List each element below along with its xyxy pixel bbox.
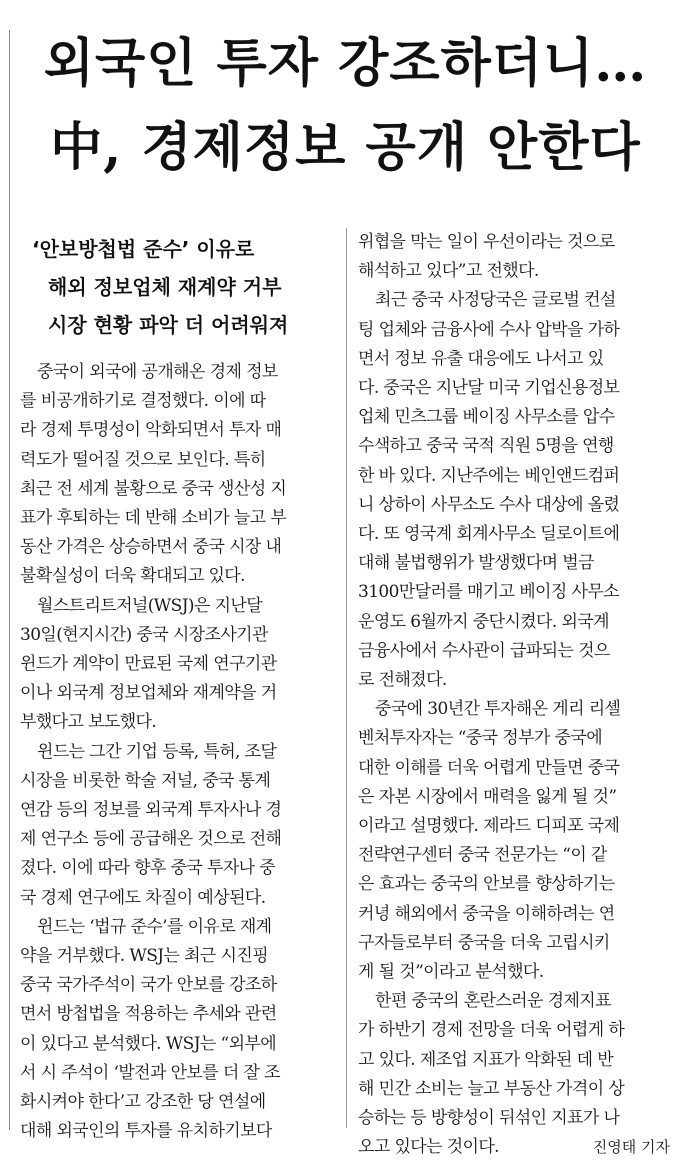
- article-line: 부했다고 보도했다.: [20, 712, 157, 733]
- article-line: 약을 거부했다. WSJ는 최근 시진핑: [20, 946, 269, 967]
- article-line: 최근 전 세계 불황으로 중국 생산성 지: [20, 478, 287, 499]
- article-line: 시장을 비롯한 학술 저널, 중국 통계: [20, 770, 271, 791]
- article-line: 업체 민츠그룹 베이징 사무소를 압수: [358, 407, 615, 428]
- article-line: 이라고 설명했다. 제라드 디피포 국제: [358, 816, 620, 837]
- article-line: 은 자본 시장에서 매력을 잃게 될 것”: [358, 786, 617, 807]
- article-line: 가 하반기 경제 전망을 더욱 어렵게 하: [358, 1020, 625, 1041]
- article-line: 동산 가격은 상승하면서 중국 시장 내: [20, 537, 282, 558]
- article-line: 다. 또 영국계 회계사무소 딜로이트에: [358, 524, 620, 545]
- headline-line-1: 외국인 투자 강조하더니…: [43, 33, 648, 94]
- article-line: 금융사에서 수사관이 급파되는 것으: [358, 640, 610, 661]
- headline-line-2: 中, 경제정보 공개 안한다: [50, 117, 641, 178]
- subheadline-line-1: ‘안보방첩법 준수’ 이유로: [32, 237, 255, 261]
- article-line: 력도가 떨어질 것으로 보인다. 특히: [20, 449, 266, 470]
- article-line: 서 시 주석이 ‘발전과 안보를 더 잘 조: [20, 1062, 280, 1083]
- article-line: 로 전해졌다.: [358, 670, 447, 691]
- article-line: 중국에 30년간 투자해온 게리 리셸: [375, 699, 621, 720]
- article-line: 커녕 해외에서 중국을 이해하려는 연: [358, 903, 615, 924]
- subheadline-line-2: 해외 정보업체 재계약 거부: [48, 275, 282, 299]
- column-divider: [346, 228, 347, 1128]
- article-line: 30일(현지시간) 중국 시장조사기관: [20, 624, 268, 645]
- article-line: 불확실성이 더욱 확대되고 있다.: [20, 566, 245, 587]
- article-line: 표가 후퇴하는 데 반해 소비가 늘고 부: [20, 508, 287, 529]
- article-line: 졌다. 이에 따라 향후 중국 투자나 중: [20, 858, 276, 879]
- article-line: 대한 이해를 더욱 어렵게 만들면 중국: [358, 757, 620, 778]
- byline: 진영태 기자: [592, 1138, 670, 1157]
- article-line: 운영도 6월까지 중단시켰다. 외국계: [358, 611, 609, 632]
- left-margin-rule: [9, 30, 10, 1130]
- article-line: 3100만달러를 매기고 베이징 사무소: [358, 582, 619, 603]
- article-column-left: [20, 358, 340, 1146]
- article-line: 게 될 것”이라고 분석했다.: [358, 962, 544, 983]
- article-line: 제 연구소 등에 공급해온 것으로 전해: [20, 829, 282, 850]
- article-line: 최근 중국 사정당국은 글로벌 컨설: [375, 290, 616, 311]
- article-line: 수색하고 중국 국적 직원 5명을 연행: [358, 436, 614, 457]
- article-line: 중국이 외국에 공개해온 경제 정보: [37, 362, 278, 382]
- article-line: 한 바 있다. 지난주에는 베인앤드컴퍼: [358, 465, 620, 486]
- closing-line-text: 오고 있다는 것이다.: [358, 1137, 499, 1158]
- article-line: 윈드가 계약이 만료된 국제 연구기관: [20, 654, 277, 675]
- article-line: 윈드는 그간 기업 등록, 특허, 조달: [37, 741, 277, 762]
- article-line: 라 경제 투명성이 악화되면서 투자 매: [20, 420, 282, 441]
- article-line: 중국 국가주석이 국가 안보를 강조하: [20, 975, 277, 996]
- article-line: 이 있다고 분석했다. WSJ는 “외부에: [20, 1033, 277, 1054]
- article-line: 전략연구센터 중국 전문가는 “이 같: [358, 845, 607, 866]
- article-line: 화시켜야 한다’고 강조한 당 연설에: [20, 1092, 266, 1113]
- article-line: 니 상하이 사무소도 수사 대상에 올렸: [358, 494, 620, 515]
- article-line: 위협을 막는 일이 우선이라는 것으로: [358, 232, 615, 252]
- subheadline-line-3: 시장 현황 파악 더 어려워져: [48, 313, 289, 337]
- article-line: 해 민간 소비는 늘고 부동산 가격이 상: [358, 1078, 625, 1099]
- article-line: 은 효과는 중국의 안보를 향상하기는: [358, 874, 615, 895]
- article-line: 면서 방첩법을 적용하는 추세와 관련: [20, 1004, 277, 1025]
- article-line: 월스트리트저널(WSJ)은 지난달: [37, 595, 263, 616]
- article-line: 고 있다. 제조업 지표가 악화된 데 반: [358, 1049, 614, 1070]
- article-line: 해석하고 있다”고 전했다.: [358, 261, 539, 282]
- article-line: 벤처투자자는 “중국 정부가 중국에: [358, 728, 603, 749]
- article-line: 대해 외국인의 투자를 유치하기보다: [20, 1121, 272, 1142]
- article-column-right: [358, 228, 670, 1163]
- article-line: 구자들로부터 중국을 더욱 고립시키: [358, 932, 610, 953]
- article-line: 면서 정보 유출 대응에도 나서고 있: [358, 348, 604, 369]
- article-line: 국 경제 연구에도 차질이 예상된다.: [20, 887, 266, 908]
- article-line: 연감 등의 정보를 외국계 투자사나 경: [20, 800, 282, 821]
- article-line: 대해 불법행위가 발생했다며 벌금: [358, 553, 594, 574]
- article-line: 한편 중국의 혼란스러운 경제지표: [375, 991, 611, 1012]
- article-line: 를 비공개하기로 결정했다. 이에 따: [20, 391, 266, 412]
- article-line: 팅 업체와 금융사에 수사 압박을 가하: [358, 319, 620, 340]
- subheadline: [18, 230, 336, 344]
- article-line: 이나 외국계 정보업체와 재계약을 거: [20, 683, 277, 704]
- article-line: 승하는 등 방향성이 뒤섞인 지표가 나: [358, 1108, 620, 1129]
- closing-line: [358, 1133, 670, 1162]
- article-line: 윈드는 ‘법규 준수’를 이유로 재계: [37, 916, 272, 937]
- article-line: 다. 중국은 지난달 미국 기업신용정보: [358, 378, 620, 399]
